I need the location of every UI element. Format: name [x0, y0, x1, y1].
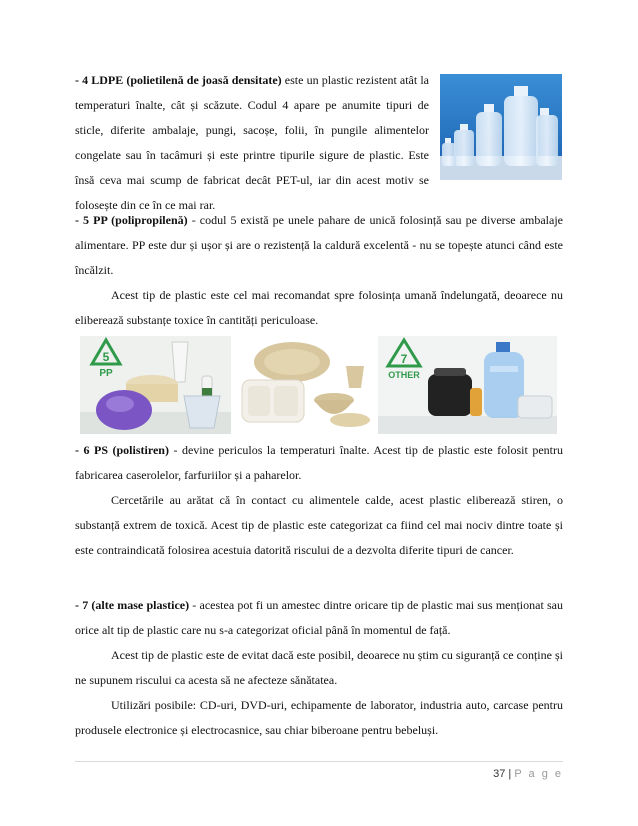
- page-footer: [400, 768, 563, 780]
- other-title: - 7 (alte mase plastice): [75, 598, 190, 612]
- footer-separator: |: [508, 768, 512, 780]
- other-paragraph-3: Utilizări posibile: CD-uri, DVD-uri, echipamente de laborator, industria auto, carcase pentru produsele electronice și electrocasnice, sau chiar biberoane pentru bebeluși.: [75, 698, 563, 737]
- pp-title: - 5 PP (polipropilenă): [75, 213, 188, 227]
- ldpe-title: - 4 LDPE (polietilenă de joasă densitate): [75, 73, 282, 87]
- page-label: P a g e: [514, 768, 563, 780]
- ps-text: - devine periculos la temperaturi înalte. Acest tip de plastic este folosit pentru fabricarea caserolelor, farfuriilor și a paharelor.: [75, 443, 563, 482]
- svg-text:PP: PP: [99, 368, 113, 379]
- other-paragraph-2: Acest tip de plastic este de evitat dacă este posibil, deoarece nu știm cu siguranță ce conține și ne supunem riscului ca acesta să ne afecteze sănătatea.: [75, 648, 563, 687]
- ps-paragraph-2: Cercetările au arătat că în contact cu alimentele calde, acest plastic eliberează stiren, o substanță extrem de toxică. Acest tip de plastic este categorizat ca fiind cel mai nociv dintre toate și este contraindicată folosirea acestuia datorită riscului de a dezvolta diferite tipuri de cancer.: [75, 493, 563, 557]
- pp-paragraph: [75, 208, 563, 283]
- pp-text: - codul 5 există pe unele pahare de unică folosință sau pe diverse ambalaje alimentare. PP este dur și ușor și are o rezistență la caldură excelentă - nu se topește atunci când este încălzit.: [75, 213, 563, 277]
- pp-paragraph-2: Acest tip de plastic este cel mai recomandat spre folosința umană îndelungată, deoarece nu eliberează substanțe toxice în cantități periculoase.: [75, 288, 563, 327]
- pp-products-photo: [80, 336, 231, 434]
- ps-title: - 6 PS (polistiren): [75, 443, 169, 457]
- page-number: 37: [493, 768, 506, 780]
- ldpe-bottles-photo: [440, 74, 562, 180]
- other-products-photo: [378, 336, 557, 434]
- ldpe-paragraph: [75, 68, 429, 218]
- other-text: - acestea pot fi un amestec dintre oricare tip de plastic mai sus menționat sau orice alt tip de plastic care nu s-a categorizat oficial până în momentul de față.: [75, 598, 564, 637]
- footer-divider: [75, 761, 563, 762]
- ldpe-text: este un plastic rezistent atât la temperaturi înalte, cât și scăzute. Codul 4 apare pe anumite tipuri de sticle, diferite ambalaje, pungi, sacoșe, folii, în pungile alimentelor congelate sau în tacâmuri și este printre tipurile sigure de plastic. Este însă ceva mai scump de fabricat decât PET-ul, iar din acest motiv se folosește din ce în ce mai rar.: [75, 73, 429, 212]
- svg-text:5: 5: [102, 350, 110, 364]
- ps-paragraph: [75, 438, 563, 488]
- other-paragraph: [75, 593, 563, 643]
- svg-text:OTHER: OTHER: [388, 370, 420, 380]
- svg-text:7: 7: [400, 352, 408, 366]
- ps-products-photo: [236, 336, 372, 434]
